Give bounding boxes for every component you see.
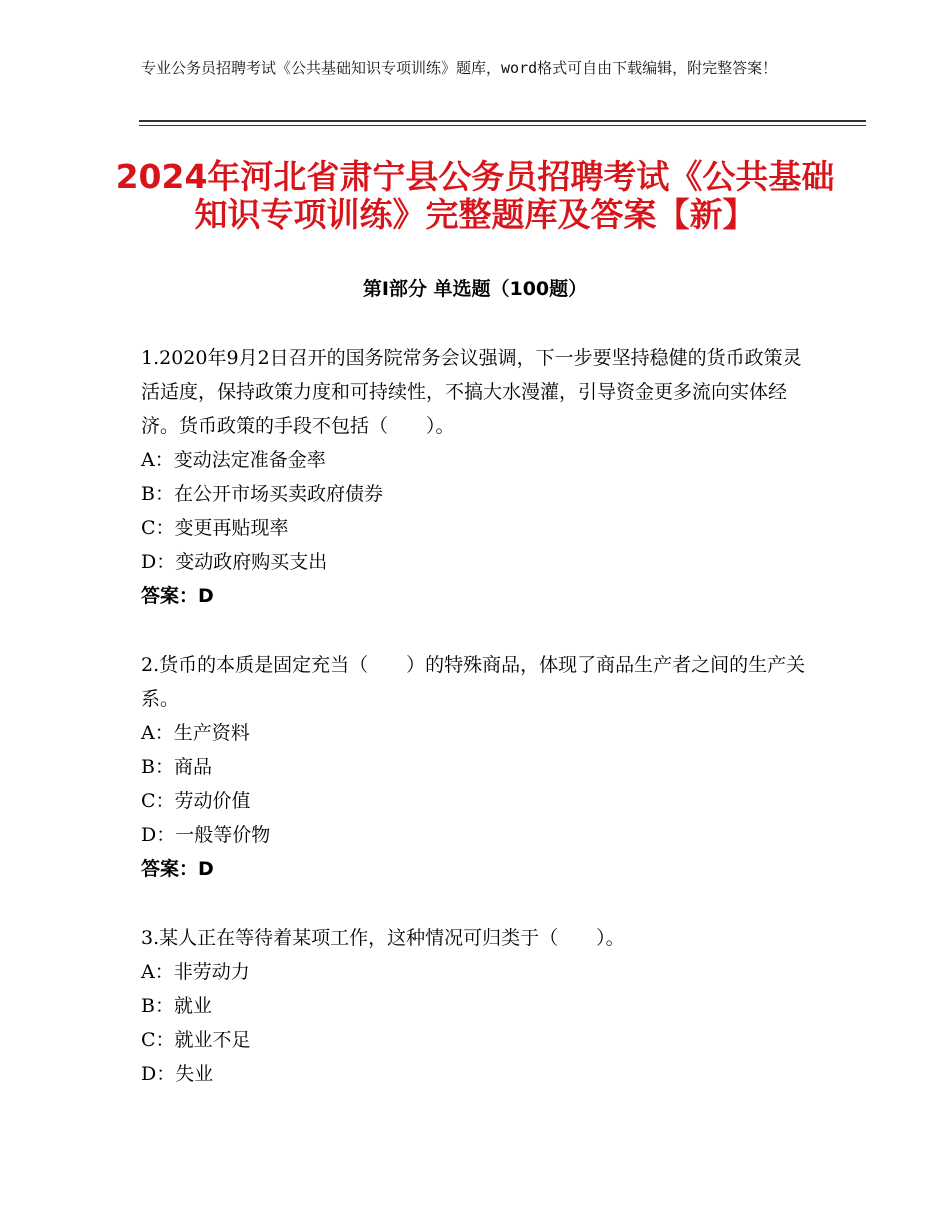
header-note: 专业公务员招聘考试《公共基础知识专项训练》题库，word格式可自由下载编辑，附完整答案！ — [141, 59, 778, 77]
document-title: 2024年河北省肃宁县公务员招聘考试《公共基础知识专项训练》完整题库及答案【新】 — [115, 157, 835, 234]
option-c: C：变更再贴现率 — [141, 517, 289, 539]
option-a: A：生产资料 — [141, 722, 250, 744]
option-b: B：商品 — [141, 756, 212, 778]
option-d: D：一般等价物 — [141, 824, 271, 846]
answer-line: 答案：D — [141, 585, 214, 607]
header-divider-thick — [139, 120, 866, 122]
option-c: C：劳动价值 — [141, 790, 251, 812]
section-heading: 第I部分 单选题（100题） — [362, 278, 588, 300]
question-stem: 3.某人正在等待着某项工作，这种情况可归类于（ ）。 — [141, 927, 625, 949]
option-c: C：就业不足 — [141, 1029, 251, 1051]
option-a: A：变动法定准备金率 — [141, 449, 326, 471]
option-b: B：就业 — [141, 995, 212, 1017]
option-b: B：在公开市场买卖政府债券 — [141, 483, 383, 505]
option-a: A：非劳动力 — [141, 961, 250, 983]
question-3 — [141, 921, 811, 1091]
question-2 — [141, 648, 811, 886]
option-d: D：失业 — [141, 1063, 214, 1085]
question-stem: 1.2020年9月2日召开的国务院常务会议强调，下一步要坚持稳健的货币政策灵活适度，保持政策力度和可持续性，不搞大水漫灌，引导资金更多流向实体经济。货币政策的手段不包括（ ）。 — [141, 347, 802, 437]
header-divider-thin — [139, 125, 866, 126]
option-d: D：变动政府购买支出 — [141, 551, 328, 573]
question-1 — [141, 341, 811, 613]
question-stem: 2.货币的本质是固定充当（ ）的特殊商品，体现了商品生产者之间的生产关系。 — [141, 654, 806, 710]
answer-line: 答案：D — [141, 858, 214, 880]
